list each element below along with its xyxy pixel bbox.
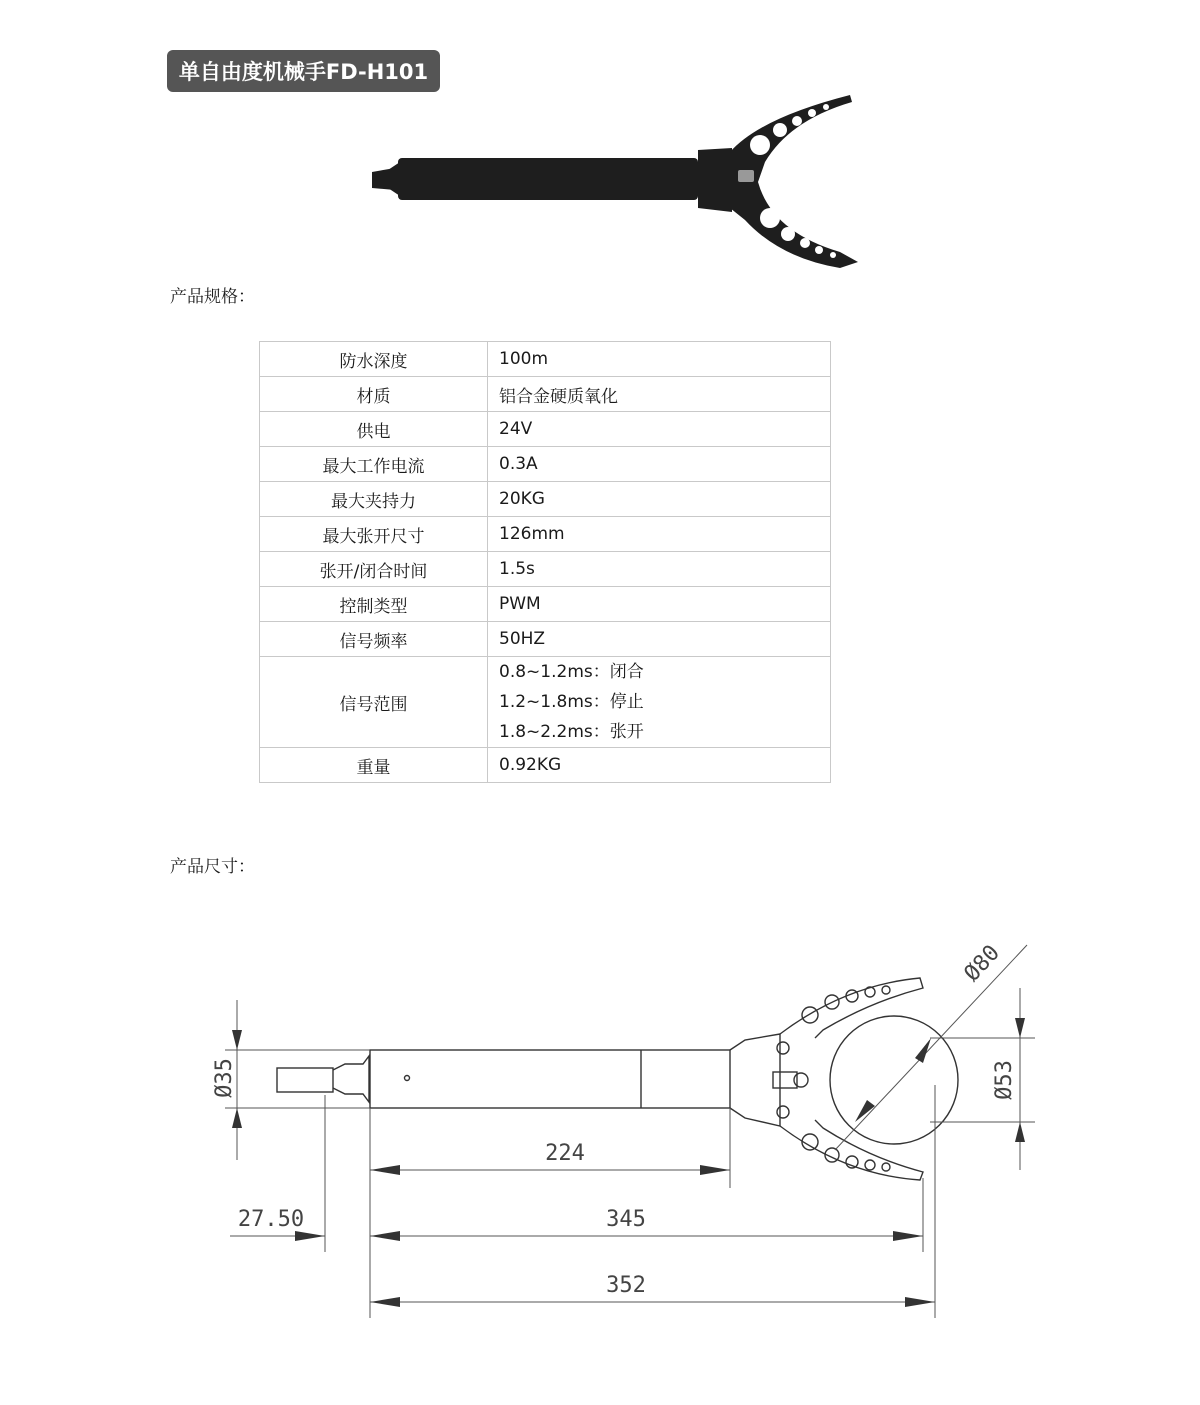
table-row	[260, 748, 831, 783]
spec-section-label: 产品规格：	[170, 287, 255, 307]
table-row	[260, 342, 831, 377]
table-row	[260, 447, 831, 482]
spec-key: 供电	[260, 412, 488, 447]
table-row	[260, 622, 831, 657]
spec-key: 信号频率	[260, 622, 488, 657]
spec-value: 0.3A	[488, 447, 831, 482]
dim-connector-length: 27.50	[237, 1207, 305, 1232]
table-row	[260, 377, 831, 412]
spec-value: PWM	[488, 587, 831, 622]
signal-range-open: 1.8~2.2ms：张开	[499, 722, 644, 742]
spec-value: 24V	[488, 412, 831, 447]
spec-key: 张开/闭合时间	[260, 552, 488, 587]
spec-key: 信号范围	[260, 657, 488, 748]
dim-body-diameter: Ø35	[212, 1058, 237, 1098]
page-title: 单自由度机械手FD-H101	[167, 50, 440, 92]
spec-key: 最大张开尺寸	[260, 517, 488, 552]
spec-value: 50HZ	[488, 622, 831, 657]
spec-key: 材质	[260, 377, 488, 412]
table-row	[260, 587, 831, 622]
dimension-drawing	[195, 930, 1045, 1330]
spec-value: 20KG	[488, 482, 831, 517]
dim-total-length: 352	[606, 1273, 646, 1298]
product-photo	[360, 90, 870, 275]
table-row	[260, 517, 831, 552]
dim-body-length: 224	[545, 1141, 585, 1166]
spec-value: 铝合金硬质氧化	[488, 377, 831, 412]
spec-value: 0.92KG	[488, 748, 831, 783]
spec-key: 重量	[260, 748, 488, 783]
table-row	[260, 482, 831, 517]
table-row	[260, 552, 831, 587]
spec-key: 控制类型	[260, 587, 488, 622]
spec-key: 最大夹持力	[260, 482, 488, 517]
spec-value: 100m	[488, 342, 831, 377]
dim-opening-diameter: Ø53	[992, 1060, 1017, 1100]
signal-range-close: 0.8~1.2ms：闭合	[499, 662, 644, 682]
spec-table	[259, 341, 831, 783]
table-row	[260, 412, 831, 447]
dim-main-length: 345	[606, 1207, 646, 1232]
spec-key: 最大工作电流	[260, 447, 488, 482]
spec-key: 防水深度	[260, 342, 488, 377]
spec-value: 1.5s	[488, 552, 831, 587]
table-row	[260, 657, 831, 748]
spec-value: 126mm	[488, 517, 831, 552]
dim-section-label: 产品尺寸：	[170, 857, 255, 877]
dim-circle-diameter: Ø80	[959, 940, 1005, 987]
signal-range-stop: 1.2~1.8ms：停止	[499, 692, 644, 712]
spec-value	[488, 657, 831, 748]
